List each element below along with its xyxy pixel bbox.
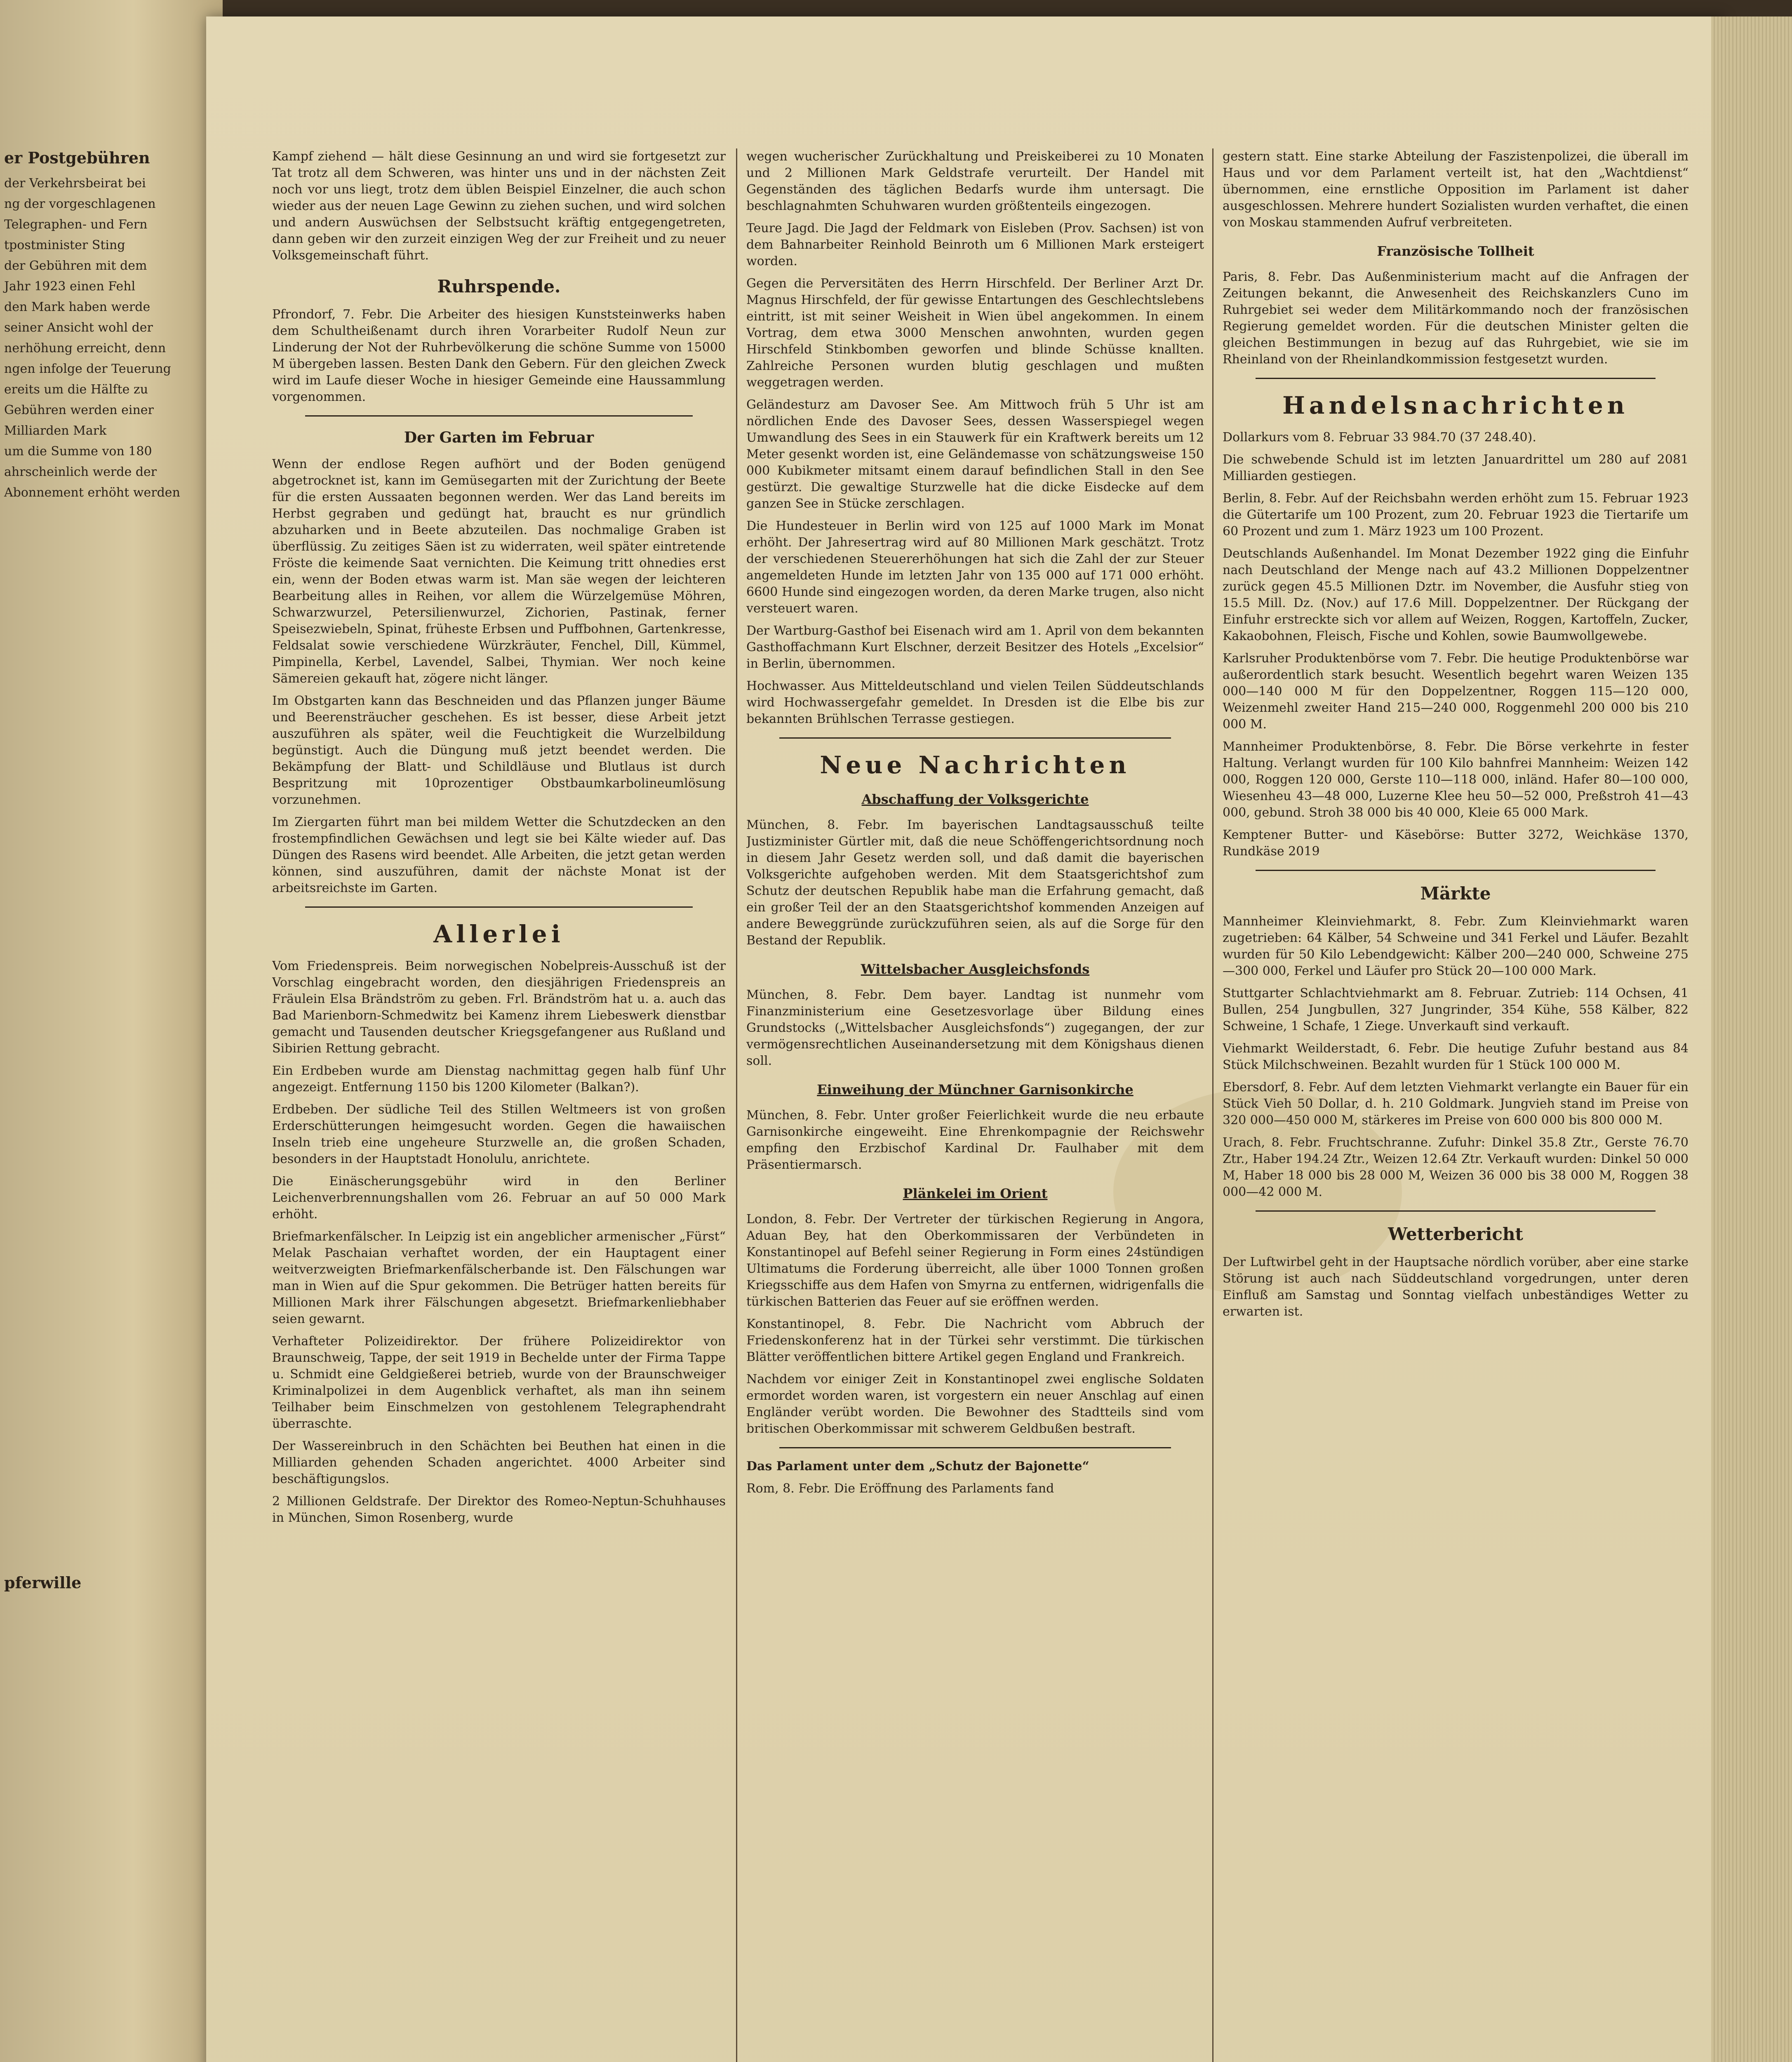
left-fragment-line: ng der vorgeschlagenen [4,197,156,211]
left-fragment-line: ahrscheinlich werde der [4,465,157,479]
col3-p14: Urach, 8. Febr. Fruchtschranne. Zufuhr: Dinkel 35.8 Ztr., Gerste 76.70 Ztr., Haber 194.24 Ztr., Weizen 12.64 Ztr. Verkauft wurden: Dinkel 50 000 M, Haber 18 000 bis 28 000 M, Weizen 36 000 bis 38 000 M, Roggen 38 000—42 000 M. [1223,1135,1689,1199]
col3-p12: Viehmarkt Weilderstadt, 6. Febr. Die heutige Zufuhr bestand aus 84 Stück Milchschweinen. Bezahlt wurden für 1 Stück 100 000 M. [1223,1041,1689,1072]
divider [779,1447,1171,1448]
left-fragment-line: Milliarden Mark [4,424,107,438]
top-shadow [223,0,1719,16]
col2-p3: Gegen die Perversitäten des Herrn Hirschfeld. Der Berliner Arzt Dr. Magnus Hirschfeld, der für gewisse Entartungen des Geschlechtslebens eintritt, ist mit seiner Weisheit in Wien übel angekommen. In einem Vortrag, dem etwa 3000 Menschen anwohnten, wurden gegen Hirschfeld Stinkbomben geworfen und blinde Schüsse knallten. Zahlreiche Personen wurden blutig geschlagen und mußten weggetragen werden. [746,276,1204,390]
garten-heading: Der Garten im Februar [404,429,594,446]
divider [1256,1210,1656,1212]
col1-p6: Ein Erdbeben wurde am Dienstag nachmittag gegen halb fünf Uhr angezeigt. Entfernung 1150 bis 1200 Kilometer (Balkan?). [272,1064,726,1095]
page-stack-edge [1711,16,1792,2062]
left-fragment-heading2: pferwille [4,1573,82,1592]
left-fragment-line: Jahr 1923 einen Fehl [4,279,136,294]
left-fragment-line: seiner Ansicht wohl der [4,320,153,335]
col3-p4: Die schwebende Schuld ist im letzten Januardrittel um 280 auf 2081 Milliarden gestiegen. [1223,452,1689,483]
col2-p5: Die Hundesteuer in Berlin wird von 125 auf 1000 Mark im Monat erhöht. Der Jahresertrag wird auf 80 Millionen Mark geschätzt. Trotz der verschiedenen Steuererhöhungen hat sich die Zahl der zur Steuer angemeldeten Hunde im letzten Jahr von 135 000 auf 171 000 erhöht. 6600 Hunde sind eingezogen worden, da deren Marke trugen, also nicht versteuert waren. [746,519,1204,616]
left-fragment-heading: er Postgebühren [4,148,150,167]
col2-p11: London, 8. Febr. Der Vertreter der türkischen Regierung in Angora, Aduan Bey, hat den Oberkommissaren der Verbündeten in Konstantinopel auf Befehl seiner Regierung in Form eines 24stündigen Ultimatums die Forderung überreicht, alle über 1000 Tonnen großen Kriegsschiffe aus dem Hafen von Smyrna zu entfernen, widrigenfalls die türkischen Batterien das Feuer auf sie eröffnen werden. [746,1212,1204,1309]
handelsnachrichten-heading: Handelsnachrichten [1282,391,1629,419]
col3-p6: Deutschlands Außenhandel. Im Monat Dezember 1922 ging die Einfuhr nach Deutschland der Menge nach auf 43.2 Millionen Doppelzentner zurück gegen 45.5 Millionen Dztr. im November, die Ausfuhr stieg von 15.5 Mill. Dz. (Nov.) auf 17.6 Mill. Doppelzentner. Der Rückgang der Einfuhr erstreckte sich vor allem auf Weizen, Roggen, Kartoffeln, Zucker, Kakaobohnen, Fleisch, Fische und Kohlen, sowie Baumwollgewebe. [1223,546,1689,643]
col1-p10: Verhafteter Polizeidirektor. Der frühere Polizeidirektor von Braunschweig, Tappe, der seit 1919 in Bechelde unter der Firma Tappe u. Schmidt eine Geldgießerei betrieb, wurde von der Braunschweiger Kriminalpolizei in dem Augenblick verhaftet, als man ihn seinem Teilhaber beim Einschmelzen von gestohlenem Telegraphendraht überraschte. [272,1334,726,1431]
col2-p2: Teure Jagd. Die Jagd der Feldmark von Eisleben (Prov. Sachsen) ist von dem Bahnarbeiter Reinhold Beinroth um 6 Millionen Mark ersteigert worden. [746,221,1204,268]
column-rule [736,148,737,2062]
divider [1256,378,1656,379]
col1-p5: Vom Friedenspreis. Beim norwegischen Nobelpreis-Ausschuß ist der Vorschlag eingebracht worden, den diesjährigen Friedenspreis an Fräulein Elsa Brändström zu geben. Frl. Brändström hat u. a. auch das Bad Marienborn-Schmedwitz bei Kamenz ihrem Liebeswerk dienstbar gemacht und Tausenden deutscher Kriegsgefangener aus Rußland und Sibirien Rettung gebracht. [272,959,726,1056]
col2-p10: München, 8. Febr. Unter großer Feierlichkeit wurde die neu erbaute Garnisonkirche eingeweiht. Eine Ehrenkompagnie der Reichswehr empfing den Erzbischof Kardinal Dr. Faulhaber mit dem Präsentiermarsch. [746,1108,1204,1172]
divider [305,906,693,908]
col2-p13: Nachdem vor einiger Zeit in Konstantinopel zwei englische Soldaten ermordet worden waren, ist vorgestern ein neuer Anschlag auf einen Engländer verübt worden. Die Bewohner des Stadtteils sind vom britischen Oberkommissar mit schwerem Geldbußen bestraft. [746,1372,1204,1436]
col1-p12: 2 Millionen Geldstrafe. Der Direktor des Romeo-Neptun-Schuhhauses in München, Simon Rosenberg, wurde [272,1494,726,1525]
col1-p1: Pfrondorf, 7. Febr. Die Arbeiter des hiesigen Kunststeinwerks haben dem Schultheißenamt durch ihren Vorarbeiter Rudolf Neun zur Linderung der Not der Ruhrbevölkerung die schöne Summe von 15000 M übergeben lassen. Besten Dank den Gebern. Für den gleichen Zweck wird im Laufe dieser Woche in hiesiger Gemeinde eine Haussammlung vorgenommen. [272,307,726,404]
col2-p4: Geländesturz am Davoser See. Am Mittwoch früh 5 Uhr ist am nördlichen Ende des Davoser Sees, dessen Wasserspiegel wegen Umwandlung des Sees in ein Stauwerk für ein Kraftwerk bereits um 12 Meter gesenkt worden ist, eine Geländemasse von schätzungsweise 150 000 Kubikmeter mitsamt einem darauf befindlichen Stall in den See gestürzt. Die gewaltige Sturzwelle hat die dicke Eisdecke auf dem ganzen See in Stücke zerschlagen. [746,398,1204,511]
col2-p14: Das Parlament unter dem „Schutz der Bajonette“ [746,1459,1089,1474]
col1-p8: Die Einäscherungsgebühr wird in den Berliner Leichenverbrennungshallen vom 26. Februar an auf 50 000 Mark erhöht. [272,1174,726,1222]
left-fragment-line: Telegraphen- und Fern [4,217,148,232]
wetterbericht-heading: Wetterbericht [1388,1224,1523,1244]
col2-p6: Der Wartburg-Gasthof bei Eisenach wird am 1. April von dem bekannten Gasthoffachmann Kurt Elschner, derzeit Besitzer des Hotels „Excelsior“ in Berlin, übernommen. [746,624,1204,671]
left-fragment-line: den Mark haben werde [4,300,151,314]
col2-subheading-1: Abschaffung der Volksgerichte [861,791,1089,807]
col2-p15: Rom, 8. Febr. Die Eröffnung des Parlaments fand [746,1481,1054,1496]
column-2 [746,148,1204,2062]
col3-p7: Karlsruher Produktenbörse vom 7. Febr. Die heutige Produktenbörse war außerordentlich stark besucht. Wesentlich begehrt waren Weizen 135 000—140 000 M für den Doppelzentner, Roggen 115—120 000, Weizenmehl zweiter Hand 215—240 000, Roggenmehl 200 000 bis 210 000 M. [1223,651,1689,732]
col2-p8: München, 8. Febr. Im bayerischen Landtagsausschuß teilte Justizminister Gürtler mit, daß die neue Schöffengerichtsordnung noch in diesem Jahr Gesetz werden soll, und daß damit die bayerischen Volksgerichte aufgehoben werden. Mit dem Staatsgerichtshof zum Schutz der deutschen Republik habe man die Erfahrung gemacht, daß ein großer Teil der an den Staatsgerichtshof kommenden Anzeigen auf andere Beweggründe zurückzuführen seien, als auf die Sorge für den Bestand der Republik. [746,818,1204,948]
divider [1256,870,1656,871]
column-3 [1223,148,1689,2062]
col2-subheading-4: Plänkelei im Orient [903,1186,1048,1201]
col1-p2: Wenn der endlose Regen aufhört und der Boden genügend abgetrocknet ist, kann im Gemüsegarten mit der Zurichtung der Beete für die ersten Aussaaten begonnen werden. Wer das Land bereits im Herbst gegraben und gedüngt hat, braucht es nur gründlich abzuharken und in Beete abzuteilen. Das nochmalige Graben ist überflüssig. Zu zeitiges Säen ist zu widerraten, weil später eintretende Fröste die keimende Saat vernichten. Die Keimung tritt ohnedies erst ein, wenn der Boden etwas warm ist. Man säe wegen der leichteren Bearbeitung alles in Reihen, vor allem die Würzelgemüse Möhren, Schwarzwurzel, Petersilienwurzel, Zichorien, Pastinak, ferner Speisezwiebeln, Spinat, früheste Erbsen und Puffbohnen, Gartenkresse, Feldsalat sowie verschiedene Würzkräuter, Fenchel, Dill, Kümmel, Pimpinella, Kerbel, Lavendel, Salbei, Thymian. Wer noch keine Sämereien gekauft hat, zögere nicht länger. [272,457,726,686]
column-rule [1212,148,1213,2062]
left-page-fragment [0,0,223,2062]
left-fragment-line: tpostminister Sting [4,238,125,252]
col2-subheading-3: Einweihung der Münchner Garnisonkirche [817,1082,1134,1097]
left-fragment-line: ereits um die Hälfte zu [4,382,148,397]
col1-p3: Im Obstgarten kann das Beschneiden und das Pflanzen junger Bäume und Beerensträucher geschehen. Es ist besser, diese Arbeit jetzt auszuführen als später, weil die Feuchtigkeit die Wurzelbildung begünstigt. Auch die Düngung muß jetzt beendet werden. Die Bekämpfung der Blatt- und Schildläuse und Blutlaus ist durch Bespritzung mit 10prozentiger Obstbaumkarbolineumlösung vorzunehmen. [272,694,726,807]
col3-p5: Berlin, 8. Febr. Auf der Reichsbahn werden erhöht zum 15. Februar 1923 die Gütertarife um 100 Prozent, zum 20. Februar 1923 die Tiertarife um 60 Prozent und zum 1. März 1923 um 100 Prozent. [1223,491,1689,539]
col3-p1: gestern statt. Eine starke Abteilung der Faszistenpolizei, die überall im Haus und vor dem Parlament verteilt ist, hat den „Wachtdienst“ übernommen, eine ernstliche Opposition im Parlament ist daher ausgeschlossen. Mehrere hundert Sozialisten wurden verhaftet, die einen von Moskau stammenden Aufruf verbreiteten. [1223,149,1689,230]
col1-p4: Im Ziergarten führt man bei mildem Wetter die Schutzdecken an den frostempfindlichen Gewächsen und legt sie bei Kälte wieder auf. Das Düngen des Rasens wird beendet. Alle Arbeiten, die jetzt getan werden können, sind auszuführen, damit der nächste Monat ist der arbeitsreichste im Garten. [272,815,726,895]
col3-p10: Mannheimer Kleinviehmarkt, 8. Febr. Zum Kleinviehmarkt waren zugetrieben: 64 Kälber, 54 Schweine und 341 Ferkel und Läufer. Bezahlt wurden für 50 Kilo Lebendgewicht: Kälber 200—240 000, Schweine 275—300 000, Ferkel und Läufer pro Stück 20—100 000 Mark. [1223,914,1689,978]
col3-p2: Paris, 8. Febr. Das Außenministerium macht auf die Anfragen der Zeitungen bekannt, die Anwesenheit des Reichskanzlers Cuno im Ruhrgebiet sei weder dem Militärkommando noch der französischen Regierung gemeldet worden. Für die deutschen Minister gelten die gleichen Bestimmungen in bezug auf das Ruhrgebiet, wie sie im Rheinland von der Rheinlandkommission festgesetzt wurden. [1223,270,1689,367]
left-fragment-line: Gebühren werden einer [4,403,154,417]
col3-p9: Kemptener Butter- und Käsebörse: Butter 3272, Weichkäse 1370, Rundkäse 2019 [1223,828,1689,859]
divider [779,737,1171,739]
divider [305,415,693,417]
col2-subheading-2: Wittelsbacher Ausgleichsfonds [861,961,1090,977]
newspaper-page [206,16,1724,2062]
column-1 [272,148,726,2062]
col1-p9: Briefmarkenfälscher. In Leipzig ist ein angeblicher armenischer „Fürst“ Melak Paschaian verhaftet worden, der ein Hauptagent einer weitverzweigten Briefmarkenfälscherbande ist. Den Fälschungen war man in Wien auf die Spur gekommen. Die Betrüger hatten bereits für Millionen Mark ihrer Fälschungen abgesetzt. Briefmarkenliebhaber seien gewarnt. [272,1229,726,1326]
col3-p3: Dollarkurs vom 8. Februar 33 984.70 (37 248.40). [1223,430,1536,445]
col1-intro: Kampf ziehend — hält diese Gesinnung an und wird sie fortgesetzt zur Tat trotz all dem Schweren, was hinter uns und in der nächsten Zeit noch vor uns liegt, trotz dem üblen Beispiel Einzelner, die auch schon wieder aus der neuen Lage Gewinn zu ziehen suchen, und wird solchen und andern Auswüchsen der Selbstsucht kräftig entgegengetreten, dann geben wir den zurzeit einzigen Weg der zur Freiheit und zu neuer Volksgemeinschaft führt. [272,149,726,263]
left-fragment-line: der Verkehrsbeirat bei [4,176,146,191]
col3-p11: Stuttgarter Schlachtviehmarkt am 8. Februar. Zutrieb: 114 Ochsen, 41 Bullen, 254 Jungbullen, 327 Jungrinder, 354 Kühe, 558 Kälber, 822 Schweine, 1 Schafe, 1 Ziege. Unverkauft sind verkauft. [1223,986,1689,1033]
col1-p7: Erdbeben. Der südliche Teil des Stillen Weltmeers ist von großen Erderschütterungen heimgesucht worden. Gegen die hawaiischen Inseln trieb eine ungeheure Sturzwelle an, die großen Schaden, besonders in der Hauptstadt Honolulu, anrichtete. [272,1102,726,1166]
left-fragment-line: um die Summe von 180 [4,444,152,459]
col2-p12: Konstantinopel, 8. Febr. Die Nachricht vom Abbruch der Friedenskonferenz hat in der Türkei sehr verstimmt. Die türkischen Blätter veröffentlichen bittere Artikel gegen England und Frankreich. [746,1317,1204,1364]
left-fragment-line: nerhöhung erreicht, denn [4,341,166,355]
ruhrspende-heading: Ruhrspende. [437,276,561,297]
left-fragment-column [4,140,180,1600]
col2-p1: wegen wucherischer Zurückhaltung und Preiskeiberei zu 10 Monaten und 2 Millionen Mark Geldstrafe verurteilt. Der Handel mit Gegenständen des täglichen Bedarfs wurde ihm untersagt. Die beschlagnahmten Schuhwaren wurden größtenteils eingezogen. [746,149,1204,213]
allerlei-heading: Allerlei [433,920,564,948]
left-fragment-lines [4,175,180,501]
col3-p15: Der Luftwirbel geht in der Hauptsache nördlich vorüber, aber eine starke Störung ist auch nach Süddeutschland vorgedrungen, unter deren Einfluß am Samstag und Sonntag vielfach unbeständiges Wetter zu erwarten ist. [1223,1255,1689,1319]
col2-p9: München, 8. Febr. Dem bayer. Landtag ist nunmehr vom Finanzministerium eine Gesetzesvorlage über Bildung eines Grundstocks („Wittelsbacher Ausgleichsfonds“) zugegangen, der zur vermögensrechtlichen Auseinandersetzung mit dem Königshaus dienen soll. [746,988,1204,1068]
left-fragment-line: der Gebühren mit dem [4,259,147,273]
maerkte-heading: Märkte [1420,883,1491,904]
col2-p7: Hochwasser. Aus Mitteldeutschland und vielen Teilen Süddeutschlands wird Hochwassergefahr gemeldet. In Dresden ist die Elbe bis zur bekannten Brühlschen Terrasse gestiegen. [746,679,1204,726]
col3-subheading-1: Französische Tollheit [1377,243,1534,259]
left-fragment-line: ngen infolge der Teuerung [4,362,171,376]
left-fragment-line: Abonnement erhöht werden [4,485,180,500]
col3-p13: Ebersdorf, 8. Febr. Auf dem letzten Viehmarkt verlangte ein Bauer für ein Stück Vieh 50 Dollar, d. h. 210 Goldmark. Jungvieh stand im Preise von 320 000—450 000 M, stärkeres im Preise von 600 000 bis 800 000 M. [1223,1080,1689,1128]
col3-p8: Mannheimer Produktenbörse, 8. Febr. Die Börse verkehrte in fester Haltung. Verlangt wurden für 100 Kilo bahnfrei Mannheim: Weizen 142 000, Roggen 120 000, Gerste 110—118 000, inländ. Hafer 80—100 000, Wiesenheu 43—48 000, Luzerne Klee heu 50—52 000, Preßstroh 41—43 000, gebund. Stroh 38 000 bis 40 000, Kleie 65 000 Mark. [1223,739,1689,820]
neue-nachrichten-heading: Neue Nachrichten [820,751,1131,779]
col1-p11: Der Wassereinbruch in den Schächten bei Beuthen hat einen in die Milliarden gehenden Schaden angerichtet. 4000 Arbeiter sind beschäftigungslos. [272,1439,726,1486]
